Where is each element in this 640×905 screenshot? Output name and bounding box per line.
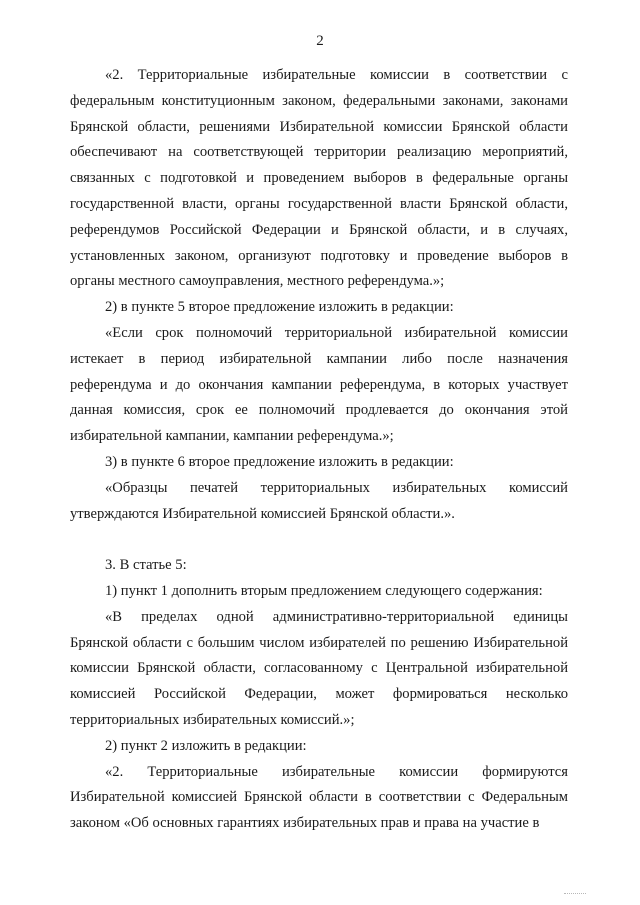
paragraph-item-2-text: «2. Территориальные избирательные комиссии в соответствии с федеральным конституционным законом, федеральными законами, законами Брянской области, решениями Избирательной комиссии Брянской области обеспечивают на соответствующей территории реализацию мероприятий, связанных с подготовкой и проведением выборов в федеральные органы государственной власти, органы государственной власти Брянской области, референдумов Российской Федерации и Брянской области, и в случаях, установленных законом, организуют подготовку и проведение выборов в органы местного самоуправления, местного референдума.»; (70, 67, 568, 290)
paragraph-point-1-text: «В пределах одной административно-территориальной единицы Брянской области с большим числом избирателей по решению Избирательной комиссии Брянской области, согласованному с Центральной избирательной комиссией Российской Федерации, может формироваться несколько территориальных избирательных комиссий.»; (70, 608, 568, 728)
paragraph-clause-6-intro: 3) в пункте 6 второе предложение изложить в редакции: (105, 453, 454, 470)
page-number: 2 (316, 33, 324, 49)
paragraph-point-1-intro: 1) пункт 1 дополнить вторым предложением следующего содержания: (105, 582, 543, 599)
paragraph-point-2-intro: 2) пункт 2 изложить в редакции: (105, 737, 307, 754)
paragraph-clause-5-text: «Если срок полномочий территориальной избирательной комиссии истекает в период избирательной кампании либо после назначения референдума и до окончания кампании референдума, в которых участвует данная комиссия, срок ее полномочий продлевается до окончания этой избирательной кампании, кампании референдума.»; (70, 324, 568, 445)
paragraph-clause-5-intro: 2) в пункте 5 второе предложение изложить в редакции: (105, 299, 454, 316)
paragraph-clause-6-text: «Образцы печатей территориальных избирательных комиссий утверждаются Избирательной комиссией Брянской области.». (70, 479, 568, 522)
paragraph-article-5-heading: 3. В статье 5: (105, 557, 187, 574)
paragraph-point-2-text: «2. Территориальные избирательные комиссии формируются Избирательной комиссией Брянской области в соответствии с Федеральным законом «Об основных гарантиях избирательных прав и права на участие в (70, 763, 568, 832)
document-body (70, 63, 568, 837)
footer-scan-mark (564, 893, 586, 896)
